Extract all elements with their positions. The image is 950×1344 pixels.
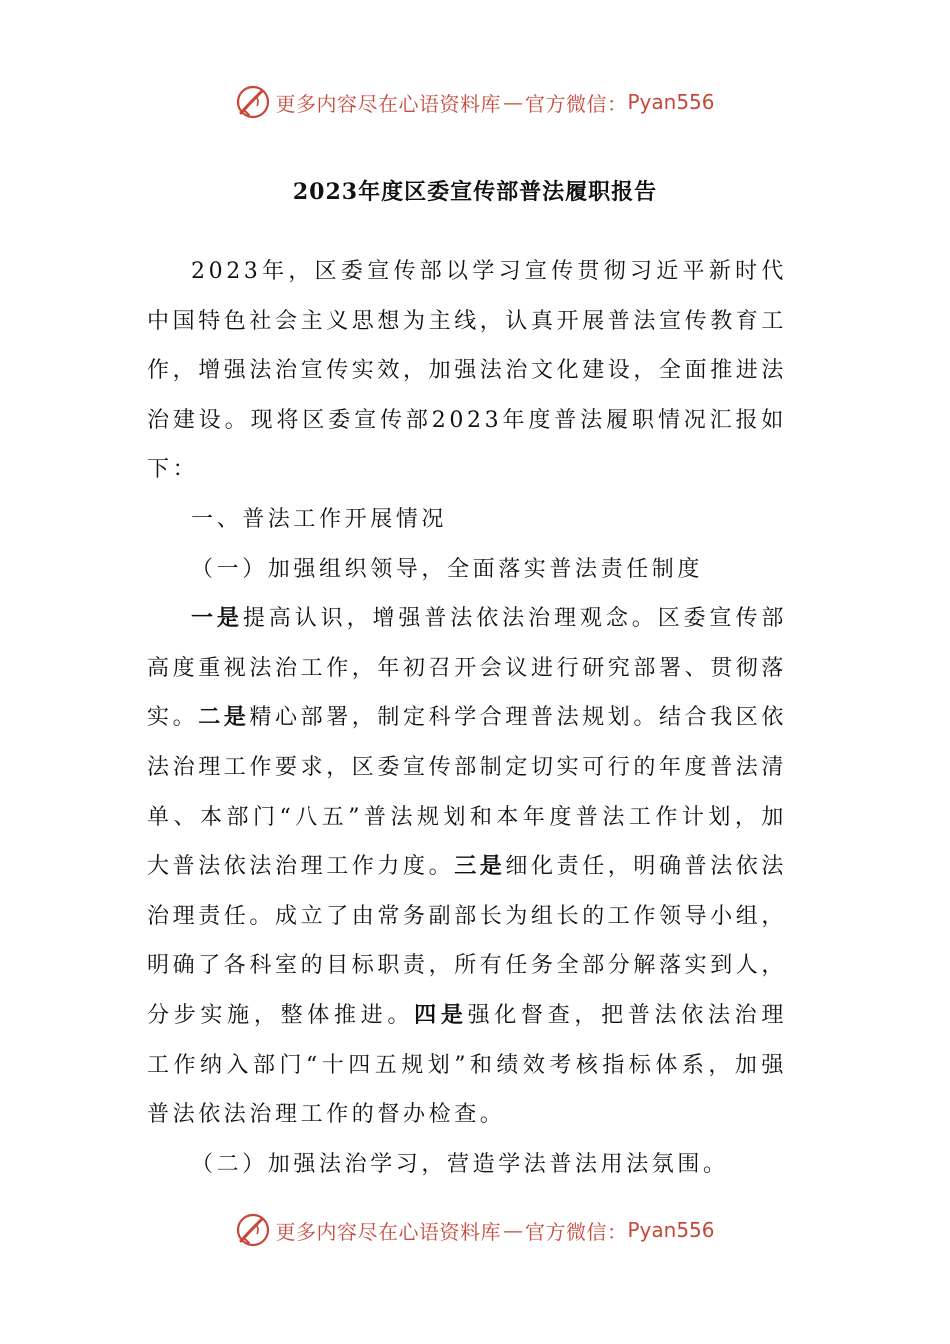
intro-paragraph: 2023年，区委宣传部以学习宣传贯彻习近平新时代中国特色社会主义思想为主线，认真开展普法宣传教育工作，增强法治宣传实效，加强法治文化建设，全面推进法治建设。现将区委宣传部2023年度普法履职情况汇报如下：: [147, 259, 788, 483]
body-text: 提高认识，增强普法依法治理观念。区委宣传部高度重视法治工作，年初召开会议进行研究部署、贯彻落实。: [147, 606, 788, 731]
lead-phrase: 三是: [454, 853, 506, 880]
lead-phrase: 二是: [198, 704, 250, 731]
watermark-text: 更多内容尽在心语资料库: [275, 1219, 501, 1244]
document-body: [147, 247, 787, 1189]
subsection-heading: （一）加强组织领导，全面落实普法责任制度: [191, 556, 704, 582]
watermark-text: 更多内容尽在心语资料库: [275, 91, 501, 116]
body-paragraph: [147, 594, 787, 1140]
pen-logo-icon: [235, 1212, 271, 1248]
watermark-footer: [0, 1208, 950, 1252]
watermark-header: [0, 80, 950, 124]
section-heading: 一、普法工作开展情况: [191, 506, 448, 532]
pen-logo-icon: [235, 84, 271, 120]
body-text: 精心部署，制定科学合理普法规划。结合我区依法治理工作要求，区委宣传部制定切实可行的年度普法清单、本部门“八五”普法规划和本年度普法工作计划，加大普法依法治理工作力度。: [147, 705, 788, 880]
body-text: 强化督查，把普法依法治理工作纳入部门“十四五规划”和绩效考核指标体系，加强普法依法治理工作的督办检查。: [147, 1002, 787, 1128]
document-title: 2023年度区委宣传部普法履职报告: [292, 179, 658, 205]
watermark-separator: —: [502, 1218, 523, 1242]
watermark-wechat-id: Pyan556: [627, 90, 715, 114]
watermark-wechat-label: 官方微信：: [524, 1219, 628, 1244]
lead-phrase: 四是: [414, 1001, 468, 1028]
watermark-wechat-label: 官方微信：: [524, 91, 628, 116]
watermark-separator: —: [502, 90, 523, 114]
subsection-heading: （二）加强法治学习，营造学法普法用法氛围。: [191, 1151, 729, 1177]
body-text: 细化责任，明确普法依法治理责任。成立了由常务副部长为组长的工作领导小组，明确了各科室的目标职责，所有任务全部分解落实到人，分步实施，整体推进。: [147, 854, 788, 1028]
watermark-wechat-id: Pyan556: [627, 1218, 715, 1242]
lead-phrase: 一是: [191, 605, 243, 632]
